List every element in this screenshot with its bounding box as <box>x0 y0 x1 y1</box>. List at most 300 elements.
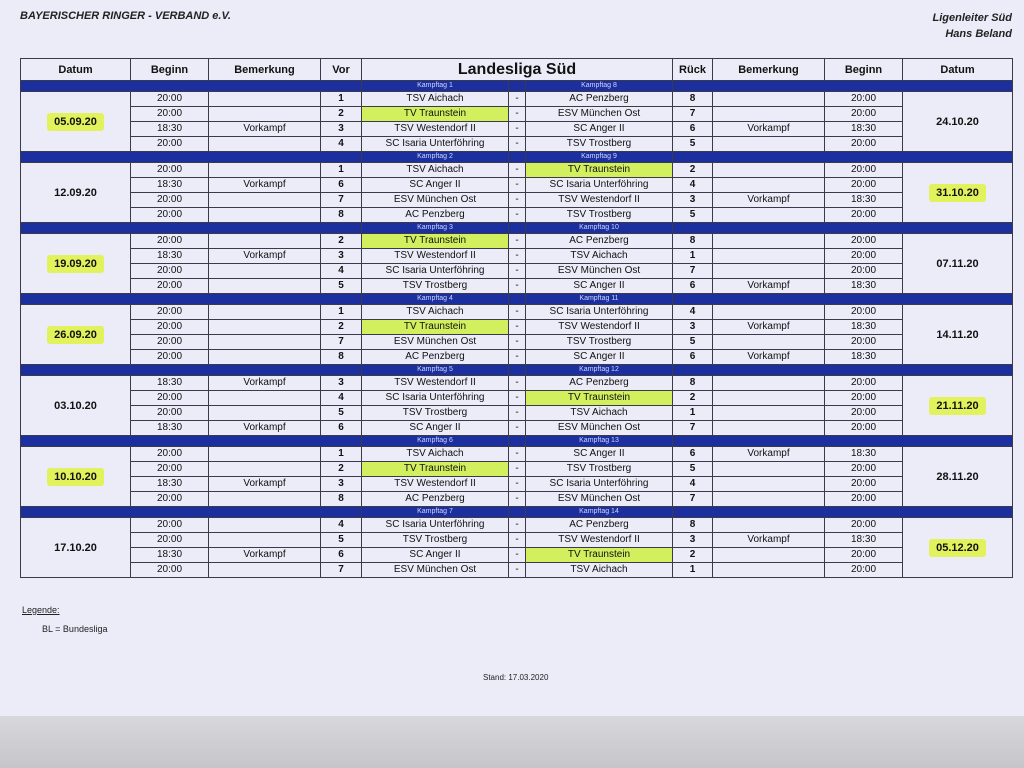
remark-return <box>713 462 825 477</box>
bout-number-first: 4 <box>321 391 362 406</box>
date-left-cell <box>21 518 131 578</box>
date-right: 07.11.20 <box>936 257 979 270</box>
start-time-first: 20:00 <box>131 320 209 335</box>
matchday-band <box>21 507 1013 518</box>
league-manager-name: Hans Beland <box>945 28 1012 40</box>
away-team: TV Traunstein <box>526 548 673 563</box>
remark-return <box>713 107 825 122</box>
start-time-first: 20:00 <box>131 447 209 462</box>
bout-number-return: 1 <box>673 406 713 421</box>
remark-return: Vorkampf <box>713 320 825 335</box>
home-team: TSV Westendorf II <box>362 249 509 264</box>
bout-number-first: 5 <box>321 533 362 548</box>
start-time-first: 18:30 <box>131 477 209 492</box>
start-time-return: 18:30 <box>825 193 903 208</box>
remark-first <box>209 137 321 152</box>
vs-dash: - <box>509 92 526 107</box>
bout-number-first: 8 <box>321 208 362 223</box>
start-time-return: 20:00 <box>825 178 903 193</box>
band-spacer-right <box>673 81 1013 92</box>
match-row <box>21 279 1013 294</box>
bout-number-return: 6 <box>673 447 713 462</box>
bout-number-first: 5 <box>321 279 362 294</box>
home-team: SC Isaria Unterföhring <box>362 264 509 279</box>
match-row <box>21 234 1013 249</box>
band-spacer-right <box>673 152 1013 163</box>
match-row <box>21 193 1013 208</box>
vs-dash: - <box>509 492 526 507</box>
bout-number-first: 6 <box>321 178 362 193</box>
vs-dash: - <box>509 406 526 421</box>
match-row <box>21 492 1013 507</box>
remark-return <box>713 208 825 223</box>
band-spacer-left <box>21 152 362 163</box>
home-team: TSV Aichach <box>362 447 509 462</box>
band-spacer-left <box>21 507 362 518</box>
home-team: TSV Westendorf II <box>362 376 509 391</box>
bout-number-first: 1 <box>321 305 362 320</box>
start-time-return: 20:00 <box>825 163 903 178</box>
remark-first: Vorkampf <box>209 421 321 436</box>
bout-number-first: 3 <box>321 122 362 137</box>
vs-dash: - <box>509 563 526 578</box>
matchday-label-first: Kampftag 5 <box>362 365 509 376</box>
away-team: ESV München Ost <box>526 264 673 279</box>
match-row <box>21 163 1013 178</box>
match-row <box>21 92 1013 107</box>
remark-first: Vorkampf <box>209 249 321 264</box>
remark-return: Vorkampf <box>713 533 825 548</box>
away-team: TSV Trostberg <box>526 462 673 477</box>
remark-first <box>209 305 321 320</box>
start-time-first: 20:00 <box>131 391 209 406</box>
match-row <box>21 421 1013 436</box>
remark-first <box>209 208 321 223</box>
col-beginn-right: Beginn <box>825 59 903 81</box>
matchday-label-return: Kampftag 8 <box>526 81 673 92</box>
home-team: SC Anger II <box>362 548 509 563</box>
bout-number-return: 5 <box>673 208 713 223</box>
remark-first <box>209 107 321 122</box>
remark-return <box>713 477 825 492</box>
away-team: AC Penzberg <box>526 376 673 391</box>
start-time-return: 20:00 <box>825 518 903 533</box>
remark-return <box>713 335 825 350</box>
bout-number-return: 8 <box>673 376 713 391</box>
remark-first <box>209 518 321 533</box>
remark-return <box>713 249 825 264</box>
matchday-label-first: Kampftag 6 <box>362 436 509 447</box>
home-team: TSV Trostberg <box>362 533 509 548</box>
col-vor: Vor <box>321 59 362 81</box>
away-team: SC Anger II <box>526 447 673 462</box>
bout-number-first: 7 <box>321 193 362 208</box>
start-time-first: 18:30 <box>131 376 209 391</box>
matchday-band <box>21 294 1013 305</box>
remark-return <box>713 234 825 249</box>
bout-number-first: 4 <box>321 137 362 152</box>
start-time-first: 18:30 <box>131 122 209 137</box>
home-team: TSV Aichach <box>362 92 509 107</box>
matchday-band <box>21 152 1013 163</box>
home-team: AC Penzberg <box>362 208 509 223</box>
start-time-first: 20:00 <box>131 335 209 350</box>
away-team: SC Anger II <box>526 122 673 137</box>
matchday-band <box>21 365 1013 376</box>
bout-number-first: 5 <box>321 406 362 421</box>
date-right: 31.10.20 <box>929 184 986 202</box>
date-left: 12.09.20 <box>54 186 97 199</box>
bout-number-first: 7 <box>321 563 362 578</box>
home-team: TSV Trostberg <box>362 406 509 421</box>
vs-dash: - <box>509 533 526 548</box>
away-team: TSV Aichach <box>526 406 673 421</box>
bout-number-first: 3 <box>321 249 362 264</box>
start-time-first: 20:00 <box>131 208 209 223</box>
remark-first <box>209 350 321 365</box>
home-team: TSV Aichach <box>362 163 509 178</box>
vs-dash: - <box>509 279 526 294</box>
remark-return <box>713 391 825 406</box>
vs-dash: - <box>509 249 526 264</box>
bout-number-return: 3 <box>673 320 713 335</box>
date-left: 03.10.20 <box>54 399 97 412</box>
match-row <box>21 376 1013 391</box>
remark-first <box>209 406 321 421</box>
vs-dash: - <box>509 548 526 563</box>
date-right-cell <box>903 447 1013 507</box>
stand-date: Stand: 17.03.2020 <box>483 673 549 682</box>
band-spacer-left <box>21 365 362 376</box>
home-team: AC Penzberg <box>362 350 509 365</box>
bout-number-first: 6 <box>321 421 362 436</box>
match-row <box>21 563 1013 578</box>
remark-first <box>209 462 321 477</box>
vs-dash: - <box>509 447 526 462</box>
remark-return <box>713 137 825 152</box>
date-left-cell <box>21 92 131 152</box>
bout-number-return: 1 <box>673 563 713 578</box>
start-time-first: 18:30 <box>131 249 209 264</box>
bout-number-first: 7 <box>321 335 362 350</box>
away-team: ESV München Ost <box>526 492 673 507</box>
match-row <box>21 208 1013 223</box>
start-time-first: 20:00 <box>131 193 209 208</box>
vs-dash: - <box>509 264 526 279</box>
home-team: TSV Westendorf II <box>362 477 509 492</box>
start-time-return: 20:00 <box>825 492 903 507</box>
away-team: TSV Aichach <box>526 563 673 578</box>
bout-number-return: 4 <box>673 178 713 193</box>
bout-number-first: 8 <box>321 492 362 507</box>
start-time-first: 20:00 <box>131 264 209 279</box>
vs-dash: - <box>509 518 526 533</box>
bout-number-return: 6 <box>673 350 713 365</box>
bout-number-return: 8 <box>673 518 713 533</box>
match-row <box>21 533 1013 548</box>
start-time-first: 20:00 <box>131 350 209 365</box>
remark-first <box>209 447 321 462</box>
start-time-first: 18:30 <box>131 421 209 436</box>
remark-first: Vorkampf <box>209 477 321 492</box>
remark-first <box>209 533 321 548</box>
remark-return <box>713 421 825 436</box>
bout-number-first: 3 <box>321 477 362 492</box>
bout-number-return: 1 <box>673 249 713 264</box>
remark-return: Vorkampf <box>713 447 825 462</box>
matchday-band <box>21 436 1013 447</box>
bout-number-return: 4 <box>673 305 713 320</box>
start-time-return: 20:00 <box>825 234 903 249</box>
date-right-cell <box>903 305 1013 365</box>
col-bemerkung-right: Bemerkung <box>713 59 825 81</box>
date-left: 05.09.20 <box>47 113 104 131</box>
bout-number-return: 7 <box>673 107 713 122</box>
away-team: AC Penzberg <box>526 92 673 107</box>
remark-return <box>713 518 825 533</box>
away-team: TSV Trostberg <box>526 137 673 152</box>
matchday-label-return: Kampftag 9 <box>526 152 673 163</box>
matchday-band <box>21 81 1013 92</box>
band-spacer-mid <box>509 507 526 518</box>
bout-number-first: 1 <box>321 447 362 462</box>
date-right-cell <box>903 163 1013 223</box>
away-team: ESV München Ost <box>526 107 673 122</box>
bout-number-first: 1 <box>321 92 362 107</box>
away-team: TSV Aichach <box>526 249 673 264</box>
bout-number-return: 5 <box>673 462 713 477</box>
start-time-first: 20:00 <box>131 92 209 107</box>
date-right-cell <box>903 376 1013 436</box>
league-title: Landesliga Süd <box>362 59 673 81</box>
away-team: AC Penzberg <box>526 234 673 249</box>
vs-dash: - <box>509 122 526 137</box>
matchday-label-return: Kampftag 13 <box>526 436 673 447</box>
date-left: 10.10.20 <box>47 468 104 486</box>
date-left-cell <box>21 305 131 365</box>
vs-dash: - <box>509 391 526 406</box>
remark-first: Vorkampf <box>209 178 321 193</box>
match-row <box>21 320 1013 335</box>
bout-number-return: 4 <box>673 477 713 492</box>
home-team: TSV Westendorf II <box>362 122 509 137</box>
league-manager <box>933 10 1012 42</box>
bout-number-return: 2 <box>673 548 713 563</box>
bout-number-first: 4 <box>321 264 362 279</box>
home-team: TV Traunstein <box>362 462 509 477</box>
vs-dash: - <box>509 305 526 320</box>
matchday-label-return: Kampftag 14 <box>526 507 673 518</box>
match-row <box>21 335 1013 350</box>
home-team: SC Isaria Unterföhring <box>362 518 509 533</box>
col-datum-right: Datum <box>903 59 1013 81</box>
vs-dash: - <box>509 178 526 193</box>
match-row <box>21 548 1013 563</box>
header-row <box>21 59 1013 81</box>
band-spacer-mid <box>509 436 526 447</box>
band-spacer-mid <box>509 152 526 163</box>
band-spacer-mid <box>509 81 526 92</box>
vs-dash: - <box>509 335 526 350</box>
bout-number-first: 6 <box>321 548 362 563</box>
start-time-return: 20:00 <box>825 548 903 563</box>
away-team: TSV Westendorf II <box>526 533 673 548</box>
matchday-label-first: Kampftag 3 <box>362 223 509 234</box>
bout-number-first: 2 <box>321 320 362 335</box>
remark-first <box>209 163 321 178</box>
match-row <box>21 447 1013 462</box>
away-team: TV Traunstein <box>526 391 673 406</box>
start-time-return: 20:00 <box>825 92 903 107</box>
remark-return <box>713 406 825 421</box>
date-right: 28.11.20 <box>936 470 979 483</box>
match-row <box>21 107 1013 122</box>
remark-first <box>209 264 321 279</box>
matchday-label-first: Kampftag 1 <box>362 81 509 92</box>
date-right: 05.12.20 <box>929 539 986 557</box>
start-time-return: 20:00 <box>825 264 903 279</box>
away-team: SC Isaria Unterföhring <box>526 477 673 492</box>
match-row <box>21 249 1013 264</box>
away-team: TSV Westendorf II <box>526 320 673 335</box>
home-team: TSV Aichach <box>362 305 509 320</box>
start-time-return: 20:00 <box>825 406 903 421</box>
home-team: SC Anger II <box>362 178 509 193</box>
start-time-return: 20:00 <box>825 249 903 264</box>
band-spacer-right <box>673 436 1013 447</box>
date-right-cell <box>903 234 1013 294</box>
match-row <box>21 122 1013 137</box>
bout-number-return: 8 <box>673 234 713 249</box>
remark-return: Vorkampf <box>713 279 825 294</box>
date-right: 21.11.20 <box>929 397 985 415</box>
bout-number-return: 2 <box>673 391 713 406</box>
match-row <box>21 178 1013 193</box>
matchday-label-first: Kampftag 2 <box>362 152 509 163</box>
remark-first <box>209 92 321 107</box>
remark-first <box>209 279 321 294</box>
away-team: SC Isaria Unterföhring <box>526 178 673 193</box>
start-time-first: 20:00 <box>131 107 209 122</box>
away-team: SC Anger II <box>526 350 673 365</box>
remark-return <box>713 548 825 563</box>
away-team: ESV München Ost <box>526 421 673 436</box>
col-bemerkung-left: Bemerkung <box>209 59 321 81</box>
vs-dash: - <box>509 193 526 208</box>
away-team: SC Anger II <box>526 279 673 294</box>
bout-number-return: 6 <box>673 279 713 294</box>
remark-return <box>713 563 825 578</box>
remark-first: Vorkampf <box>209 548 321 563</box>
start-time-first: 20:00 <box>131 279 209 294</box>
start-time-return: 20:00 <box>825 107 903 122</box>
bout-number-return: 5 <box>673 335 713 350</box>
bout-number-first: 2 <box>321 107 362 122</box>
band-spacer-left <box>21 436 362 447</box>
remark-return <box>713 492 825 507</box>
start-time-return: 18:30 <box>825 350 903 365</box>
match-row <box>21 305 1013 320</box>
remark-first: Vorkampf <box>209 376 321 391</box>
matchday-label-first: Kampftag 4 <box>362 294 509 305</box>
start-time-first: 20:00 <box>131 563 209 578</box>
start-time-return: 18:30 <box>825 447 903 462</box>
bout-number-return: 8 <box>673 92 713 107</box>
start-time-first: 20:00 <box>131 234 209 249</box>
home-team: ESV München Ost <box>362 193 509 208</box>
start-time-return: 20:00 <box>825 335 903 350</box>
bout-number-return: 3 <box>673 193 713 208</box>
date-left: 17.10.20 <box>54 541 97 554</box>
vs-dash: - <box>509 163 526 178</box>
start-time-first: 20:00 <box>131 462 209 477</box>
band-spacer-mid <box>509 223 526 234</box>
date-right-cell <box>903 92 1013 152</box>
band-spacer-left <box>21 81 362 92</box>
band-spacer-right <box>673 507 1013 518</box>
bout-number-return: 6 <box>673 122 713 137</box>
date-right: 14.11.20 <box>936 328 979 341</box>
home-team: ESV München Ost <box>362 335 509 350</box>
vs-dash: - <box>509 350 526 365</box>
bout-number-return: 5 <box>673 137 713 152</box>
start-time-return: 20:00 <box>825 462 903 477</box>
start-time-return: 18:30 <box>825 533 903 548</box>
start-time-first: 20:00 <box>131 137 209 152</box>
bout-number-first: 2 <box>321 234 362 249</box>
bout-number-return: 7 <box>673 421 713 436</box>
match-row <box>21 477 1013 492</box>
remark-first: Vorkampf <box>209 122 321 137</box>
match-row <box>21 518 1013 533</box>
bout-number-first: 8 <box>321 350 362 365</box>
vs-dash: - <box>509 477 526 492</box>
date-left-cell <box>21 447 131 507</box>
start-time-return: 20:00 <box>825 477 903 492</box>
remark-return <box>713 178 825 193</box>
home-team: SC Isaria Unterföhring <box>362 391 509 406</box>
home-team: SC Isaria Unterföhring <box>362 137 509 152</box>
matchday-label-return: Kampftag 11 <box>526 294 673 305</box>
home-team: TSV Trostberg <box>362 279 509 294</box>
start-time-return: 20:00 <box>825 391 903 406</box>
away-team: TSV Trostberg <box>526 208 673 223</box>
col-rueck: Rück <box>673 59 713 81</box>
band-spacer-right <box>673 365 1013 376</box>
remark-return <box>713 92 825 107</box>
home-team: AC Penzberg <box>362 492 509 507</box>
date-right-cell <box>903 518 1013 578</box>
bout-number-first: 2 <box>321 462 362 477</box>
band-spacer-left <box>21 223 362 234</box>
vs-dash: - <box>509 376 526 391</box>
band-spacer-left <box>21 294 362 305</box>
vs-dash: - <box>509 421 526 436</box>
start-time-first: 18:30 <box>131 178 209 193</box>
home-team: TV Traunstein <box>362 234 509 249</box>
matchday-label-return: Kampftag 12 <box>526 365 673 376</box>
remark-first <box>209 320 321 335</box>
away-team: AC Penzberg <box>526 518 673 533</box>
remark-first <box>209 335 321 350</box>
matchday-label-return: Kampftag 10 <box>526 223 673 234</box>
start-time-return: 20:00 <box>825 208 903 223</box>
home-team: SC Anger II <box>362 421 509 436</box>
start-time-return: 20:00 <box>825 305 903 320</box>
remark-return <box>713 163 825 178</box>
col-beginn-left: Beginn <box>131 59 209 81</box>
remark-return <box>713 305 825 320</box>
